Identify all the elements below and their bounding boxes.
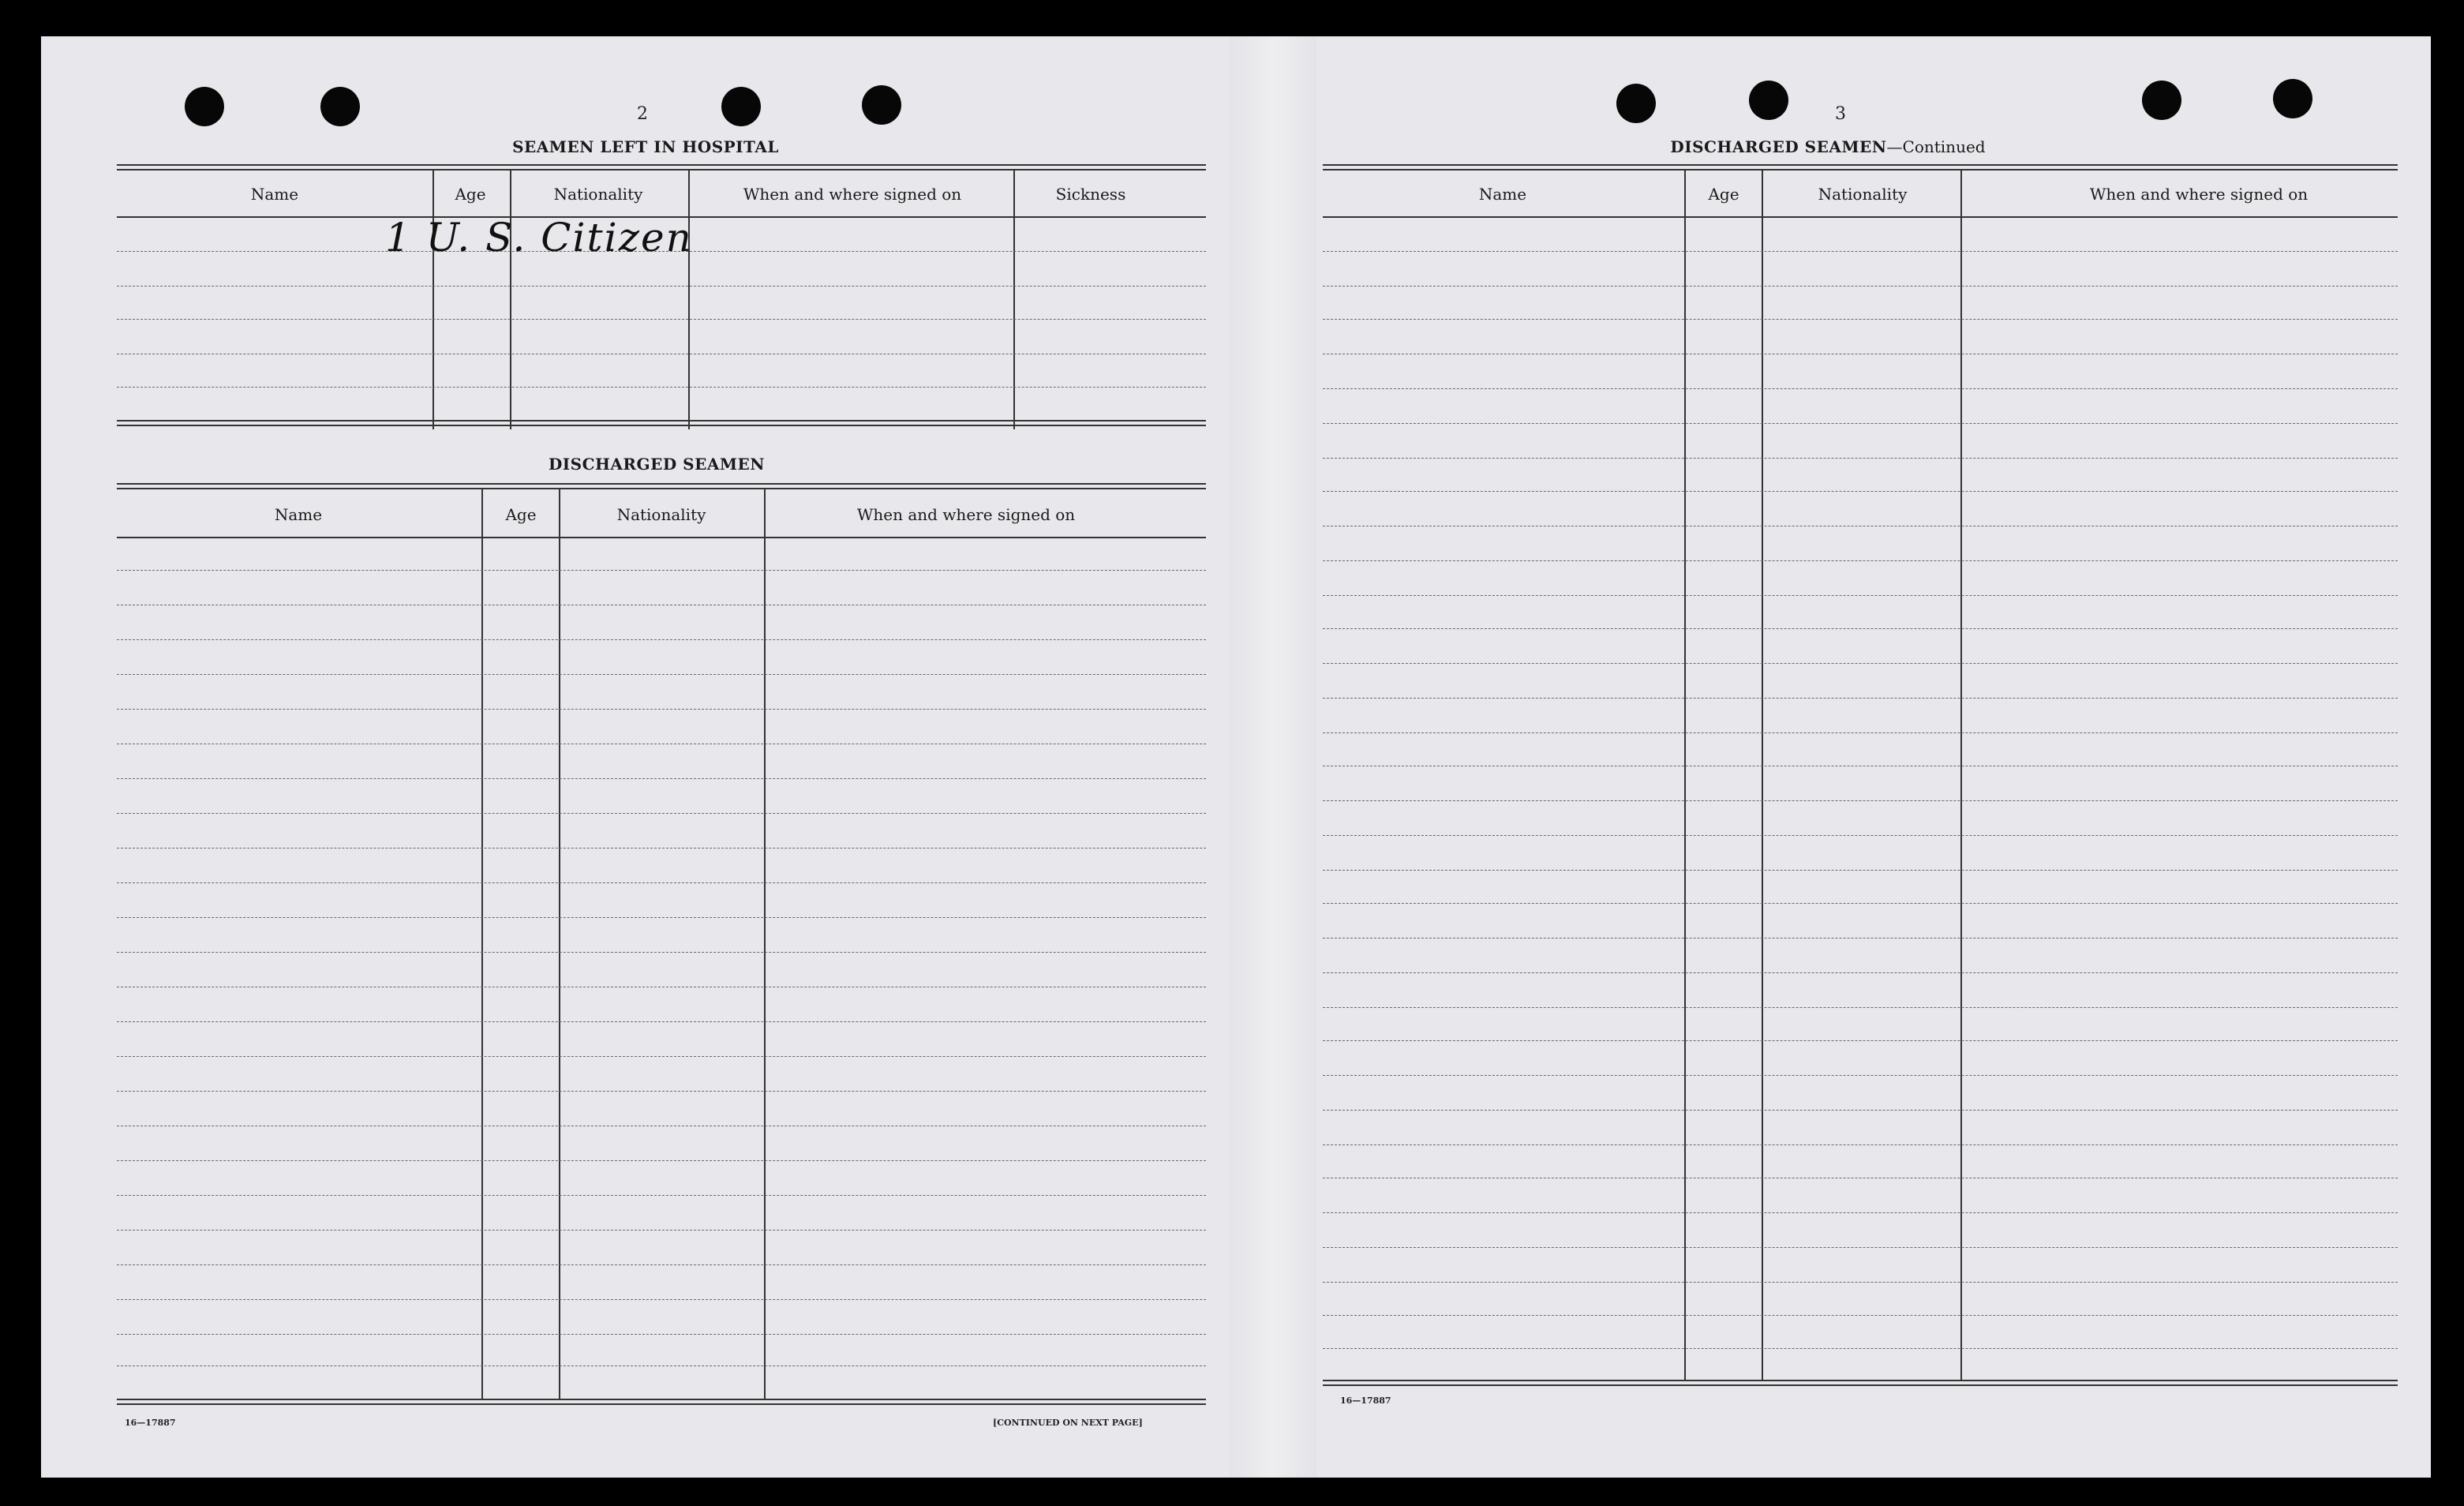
punch-hole-4	[862, 85, 901, 125]
punch-hole-3	[721, 87, 761, 126]
right-col-signed-on: When and where signed on	[2089, 185, 2309, 204]
hospital-col-name: Name	[250, 185, 299, 204]
discharged-col-name: Name	[274, 505, 323, 524]
document-sheet	[41, 36, 2431, 1478]
discharged-table-left	[117, 483, 1206, 1454]
discharged-continued-suffix: —Continued	[1886, 137, 1986, 156]
left-page-number: 2	[637, 104, 648, 124]
discharged-title: DISCHARGED SEAMEN	[548, 455, 766, 474]
right-page-number: 3	[1835, 104, 1846, 124]
continued-note: [CONTINUED ON NEXT PAGE]	[993, 1418, 1143, 1428]
hospital-table	[117, 164, 1206, 472]
punch-hole-8	[2273, 79, 2312, 118]
punch-hole-6	[1749, 81, 1788, 120]
discharged-col-signed-on: When and where signed on	[856, 505, 1076, 524]
discharged-col-nationality: Nationality	[616, 505, 706, 524]
hospital-col-sickness: Sickness	[1055, 185, 1126, 204]
discharged-continued-title-main: DISCHARGED SEAMEN	[1670, 137, 1887, 156]
right-col-age: Age	[1708, 185, 1739, 204]
hospital-col-signed-on: When and where signed on	[743, 185, 962, 204]
right-footer-form-number: 16—17887	[1340, 1395, 1391, 1406]
punch-hole-5	[1616, 84, 1656, 123]
discharged-continued-title	[1670, 137, 1985, 156]
hospital-col-nationality: Nationality	[553, 185, 643, 204]
punch-hole-1	[185, 87, 224, 126]
punch-hole-2	[320, 87, 360, 126]
discharged-col-age: Age	[505, 505, 537, 524]
handwritten-entry: 1 U. S. Citizen	[385, 215, 693, 260]
discharged-table-right	[1323, 164, 2398, 1459]
hospital-title: SEAMEN LEFT IN HOSPITAL	[512, 137, 779, 156]
page-gutter	[1230, 36, 1316, 1478]
right-col-nationality: Nationality	[1818, 185, 1908, 204]
punch-hole-7	[2142, 81, 2181, 120]
left-footer-form-number: 16—17887	[125, 1418, 176, 1428]
right-col-name: Name	[1478, 185, 1527, 204]
hospital-col-age: Age	[455, 185, 486, 204]
